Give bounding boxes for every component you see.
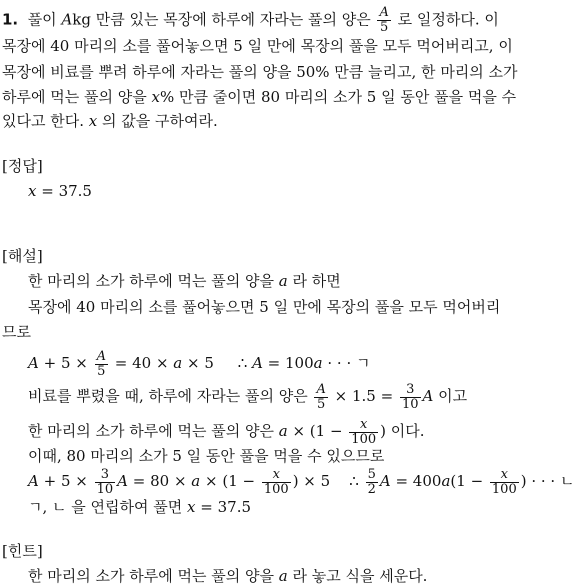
- frac-num: x: [500, 466, 508, 482]
- frac-den: 10: [96, 481, 114, 497]
- problem-text: 풀이: [27, 10, 62, 29]
- eq-text: = 100: [262, 354, 314, 372]
- fraction-A-over-5: [377, 6, 390, 35]
- var-a: a: [278, 422, 288, 440]
- equation-2: [28, 466, 574, 497]
- eq-text: (1 −: [450, 472, 488, 490]
- problem-line-2: 목장에 40 마리의 소를 풀어놓으면 5 일 만에 목장의 풀을 모두 먹어버리고, 이: [2, 37, 513, 55]
- problem-line-5: [2, 111, 218, 131]
- fraction-A-over-5: [95, 350, 108, 379]
- solution-text: 비료를 뿌렸을 때, 하루에 자라는 풀의 양은: [28, 387, 313, 405]
- solution-line-3: 므로: [2, 323, 31, 341]
- solution-header: [해설]: [2, 247, 43, 265]
- var-A: A: [28, 354, 39, 372]
- frac-den: 100: [491, 481, 517, 497]
- therefore-symbol: ∴: [349, 472, 364, 490]
- problem-text: % 만큼 줄이면 80 마리의 소가 5 일 동안 풀을 먹을 수: [159, 88, 517, 106]
- fraction-3-over-10: [95, 468, 116, 497]
- frac-num: 5: [367, 466, 376, 482]
- problem-line-4: [2, 87, 516, 107]
- fraction-x-over-100: [349, 418, 378, 447]
- solution-text: 라 하면: [287, 272, 341, 290]
- solution-line-5: [28, 416, 425, 447]
- var-A: A: [117, 472, 128, 490]
- hint-text: 한 마리의 소가 하루에 먹는 풀의 양을: [28, 567, 279, 585]
- var-x: x: [151, 88, 160, 106]
- eq-text: × 1.5 =: [329, 387, 398, 405]
- var-a: a: [278, 567, 288, 585]
- var-a: a: [173, 354, 183, 372]
- eq-text: + 5 ×: [38, 472, 93, 490]
- solution-text: 이고: [433, 387, 468, 405]
- frac-den: 5: [95, 364, 108, 379]
- answer-header: [정답]: [2, 157, 43, 175]
- hint-header: [힌트]: [2, 542, 43, 560]
- var-A: A: [422, 387, 434, 405]
- eq-text: ) × 5: [292, 472, 331, 490]
- fraction-3-over-10: [400, 383, 421, 412]
- var-A: A: [61, 10, 73, 29]
- hint-text: 라 놓고 식을 세운다.: [287, 567, 428, 585]
- solution-text: = 37.5: [195, 498, 252, 516]
- frac-den: 5: [314, 397, 327, 412]
- eq-text: × 5: [182, 354, 214, 372]
- answer-value: = 37.5: [36, 182, 92, 200]
- frac-num: A: [316, 381, 326, 397]
- solution-line-1: [28, 271, 341, 291]
- var-x: x: [187, 498, 196, 516]
- answer-equation: [28, 181, 92, 201]
- eq-text: + 5 ×: [38, 354, 93, 372]
- solution-text: ) 이다.: [380, 422, 425, 440]
- solution-line-7: [28, 497, 251, 517]
- therefore-symbol: ∴: [237, 354, 253, 372]
- problem-number: 1.: [2, 10, 19, 29]
- hint-line-1: [28, 566, 427, 586]
- fraction-x-over-100: [262, 468, 291, 497]
- eq-text: = 80 ×: [128, 472, 192, 490]
- equation-1: [28, 348, 370, 379]
- fraction-A-over-5: [314, 383, 327, 412]
- frac-den: 5: [377, 20, 390, 35]
- eq-text: × (1 −: [200, 472, 260, 490]
- frac-num: A: [379, 5, 389, 20]
- solution-line-4: [28, 381, 467, 412]
- var-A: A: [252, 354, 263, 372]
- frac-den: 100: [263, 481, 289, 497]
- var-a: a: [441, 472, 451, 490]
- solution-text: ㄱ, ㄴ 을 연립하여 풀면: [28, 498, 188, 516]
- var-a: a: [313, 354, 323, 372]
- solution-text: 한 마리의 소가 하루에 먹는 풀의 양을: [28, 272, 279, 290]
- var-A: A: [379, 472, 391, 490]
- problem-line-1: [2, 6, 499, 35]
- problem-text: kg 만큼 있는 목장에 하루에 자라는 풀의 양은: [72, 10, 376, 29]
- problem-text: 의 값을 구하여라.: [97, 112, 218, 130]
- frac-num: x: [360, 416, 368, 432]
- solution-text: 한 마리의 소가 하루에 먹는 풀의 양은: [28, 422, 279, 440]
- eq-label: ) · · · ㄴ: [520, 472, 574, 490]
- problem-text: 있다고 한다.: [2, 112, 89, 130]
- frac-num: 3: [100, 466, 110, 482]
- eq-text: = 40 ×: [110, 354, 174, 372]
- problem-text: 로 일정하다. 이: [392, 10, 499, 29]
- solution-line-6: 이때, 80 마리의 소가 5 일 동안 풀을 먹을 수 있으므로: [28, 447, 385, 465]
- frac-den: 100: [351, 431, 377, 447]
- solution-line-2: 목장에 40 마리의 소를 풀어놓으면 5 일 만에 목장의 풀을 모두 먹어버리: [28, 298, 501, 316]
- var-A: A: [28, 472, 39, 490]
- eq-text: = 400: [390, 472, 442, 490]
- var-x: x: [28, 182, 37, 200]
- eq-label: · · · ㄱ: [322, 354, 371, 372]
- frac-den: 10: [401, 396, 419, 412]
- frac-num: x: [272, 466, 280, 482]
- problem-line-3: 목장에 비료를 뿌려 하루에 자라는 풀의 양을 50% 만큼 늘리고, 한 마리의 소가: [2, 63, 518, 81]
- var-a: a: [278, 272, 288, 290]
- var-a: a: [191, 472, 201, 490]
- eq-text: × (1 −: [287, 422, 348, 440]
- problem-text: 하루에 먹는 풀의 양을: [2, 88, 152, 106]
- frac-num: A: [96, 348, 106, 364]
- frac-den: 2: [367, 481, 376, 497]
- fraction-x-over-100: [490, 468, 519, 497]
- frac-num: 3: [406, 381, 415, 397]
- var-x: x: [88, 112, 98, 130]
- fraction-5-over-2: [366, 468, 378, 497]
